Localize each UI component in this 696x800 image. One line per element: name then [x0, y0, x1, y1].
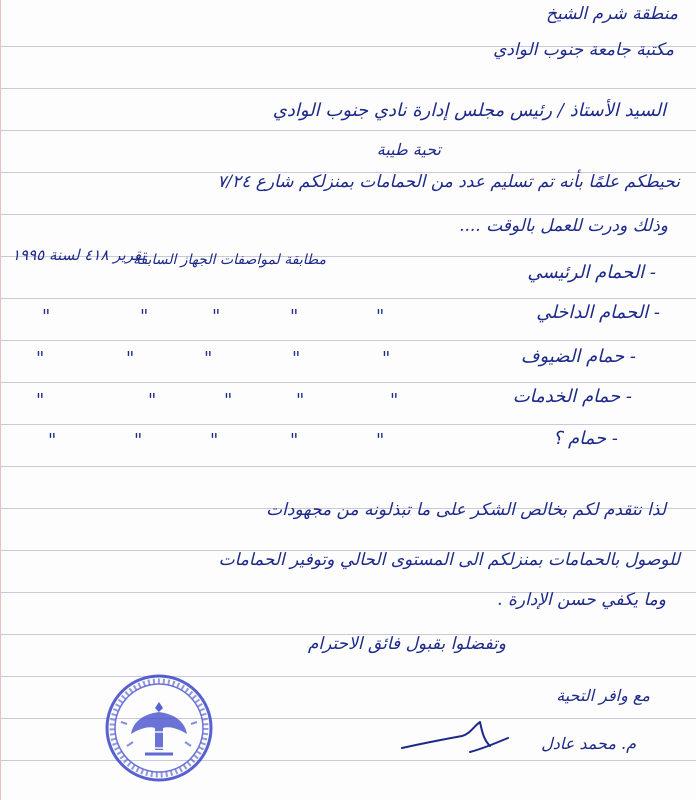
closing-line-1: لذا نتقدم لكم بخالص الشكر على ما تبذلونه من مجهودات [266, 500, 666, 520]
addressee: السيد الأستاذ / رئيس مجلس إدارة نادي جنوب الوادي [272, 100, 666, 121]
list-item: - حمام الضيوف [520, 346, 636, 367]
list-item: - حمام ؟ [552, 428, 618, 449]
closing-line-3: وما يكفي حسن الإدارة . [497, 590, 666, 610]
ditto-mark: " [390, 390, 399, 411]
ditto-mark: " [292, 348, 301, 369]
official-seal-stamp [103, 672, 215, 784]
ruled-line [0, 466, 696, 467]
closing-line-2: للوصول بالحمامات بمنزلكم الى المستوى الحالي وتوفير الحمامات [218, 550, 680, 570]
list-item: - الحمام الرئيسي [527, 262, 656, 283]
ruled-line [0, 424, 696, 425]
ditto-mark: " [296, 390, 305, 411]
closing-line-4: وتفضلوا بقبول فائق الاحترام [307, 634, 506, 654]
header-line-2: مكتبة جامعة جنوب الوادي [493, 40, 674, 60]
ditto-mark: " [290, 430, 299, 451]
ruled-line [0, 214, 696, 215]
ditto-mark: " [148, 390, 157, 411]
ditto-mark: " [36, 348, 45, 369]
salutation: تحية طيبة [376, 140, 441, 159]
ditto-mark: " [290, 306, 299, 327]
ditto-mark: " [376, 306, 385, 327]
ditto-mark: " [36, 390, 45, 411]
ditto-mark: " [134, 430, 143, 451]
list-item: - حمام الخدمات [512, 386, 632, 407]
body-line-1: نحيطكم علمًا بأنه تم تسليم عدد من الحمامات بمنزلكم شارع ٧/٢٤ [217, 172, 680, 192]
margin-line [0, 0, 1, 800]
ditto-mark: " [224, 390, 233, 411]
header-line-1: منطقة شرم الشيخ [545, 4, 678, 24]
ditto-mark: " [210, 430, 219, 451]
ditto-mark: " [204, 348, 213, 369]
signature-scribble [400, 718, 510, 758]
ditto-mark: " [382, 348, 391, 369]
ruled-line [0, 88, 696, 89]
ruled-line [0, 130, 696, 131]
ruled-line [0, 298, 696, 299]
ditto-mark: " [140, 306, 149, 327]
body-line-2: وذلك ودرت للعمل بالوقت .... [459, 216, 668, 236]
ditto-mark: " [48, 430, 57, 451]
body-line-3-left: تقرير ٤١٨ لسنة ١٩٩٥ [12, 246, 146, 264]
ruled-line [0, 382, 696, 383]
ruled-line [0, 340, 696, 341]
body-line-3-right: مطابقة لمواصفات الجهاز السابقة [132, 252, 326, 268]
list-item: - الحمام الداخلي [536, 302, 660, 323]
ditto-mark: " [42, 306, 51, 327]
ditto-mark: " [376, 430, 385, 451]
ditto-mark: " [212, 306, 221, 327]
signature-line-2: م. محمد عادل [541, 734, 636, 753]
signature-line-1: مع وافر التحية [556, 686, 650, 705]
ditto-mark: " [126, 348, 135, 369]
